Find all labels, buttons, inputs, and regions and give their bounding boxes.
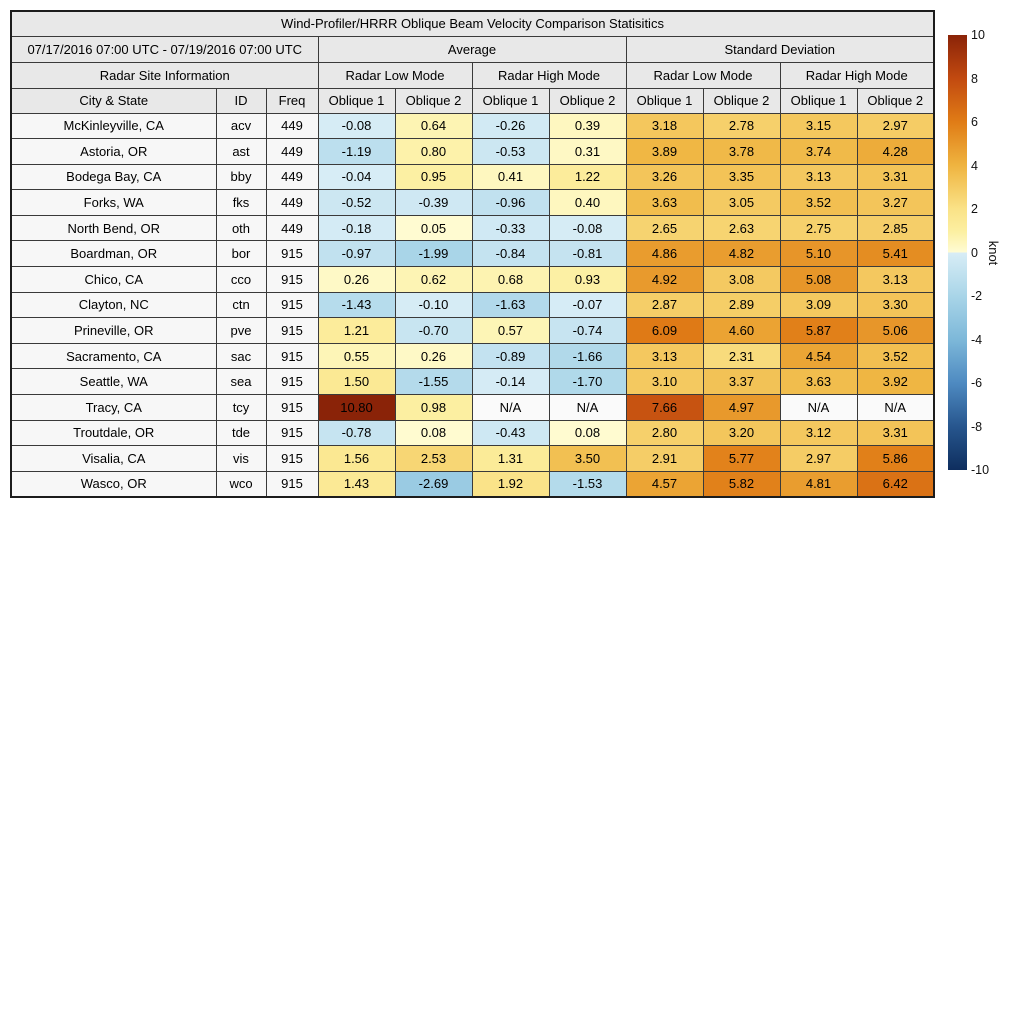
freq-cell: 915: [266, 343, 318, 369]
freq-cell: 915: [266, 446, 318, 472]
value-cell: 2.63: [703, 215, 780, 241]
value-cell: 3.08: [703, 267, 780, 293]
value-cell: 0.98: [395, 395, 472, 421]
freq-cell: 915: [266, 241, 318, 267]
value-cell: -0.26: [472, 113, 549, 139]
value-cell: 3.13: [626, 343, 703, 369]
mode-header-row: [11, 62, 934, 88]
table-row: [11, 343, 934, 369]
col-header-oblique-2: Oblique 2: [549, 88, 626, 113]
value-cell: 2.80: [626, 420, 703, 446]
section-header-average: Average: [318, 36, 626, 62]
value-cell: 2.78: [703, 113, 780, 139]
table-row: [11, 139, 934, 165]
value-cell: 0.08: [549, 420, 626, 446]
table-row: [11, 471, 934, 497]
value-cell: -1.70: [549, 369, 626, 395]
colorbar: [948, 28, 1001, 477]
table-row: [11, 446, 934, 472]
value-cell: -0.04: [318, 164, 395, 190]
value-cell: 0.68: [472, 267, 549, 293]
value-cell: -0.08: [549, 215, 626, 241]
value-cell: 4.97: [703, 395, 780, 421]
freq-cell: 449: [266, 215, 318, 241]
freq-cell: 449: [266, 164, 318, 190]
value-cell: 3.37: [703, 369, 780, 395]
value-cell: 5.10: [780, 241, 857, 267]
value-cell: -0.33: [472, 215, 549, 241]
value-cell: 6.42: [857, 471, 934, 497]
table-row: [11, 267, 934, 293]
value-cell: 2.97: [857, 113, 934, 139]
section-header-standard-deviation: Standard Deviation: [626, 36, 934, 62]
value-cell: 3.18: [626, 113, 703, 139]
value-cell: -1.66: [549, 343, 626, 369]
freq-cell: 449: [266, 139, 318, 165]
colorbar-tick-label: -6: [971, 376, 983, 390]
value-cell: -0.39: [395, 190, 472, 216]
col-header-oblique-2: Oblique 2: [857, 88, 934, 113]
value-cell: 3.05: [703, 190, 780, 216]
value-cell: 0.93: [549, 267, 626, 293]
value-cell: -0.18: [318, 215, 395, 241]
city-cell: Chico, CA: [11, 267, 216, 293]
city-cell: Astoria, OR: [11, 139, 216, 165]
value-cell: 3.78: [703, 139, 780, 165]
value-cell: 0.31: [549, 139, 626, 165]
colorbar-tick-label: 6: [971, 115, 978, 129]
freq-cell: 915: [266, 471, 318, 497]
city-cell: Boardman, OR: [11, 241, 216, 267]
na-cell: N/A: [472, 395, 549, 421]
value-cell: 4.92: [626, 267, 703, 293]
statistics-table: [10, 10, 935, 498]
city-cell: McKinleyville, CA: [11, 113, 216, 139]
value-cell: 2.65: [626, 215, 703, 241]
city-cell: Seattle, WA: [11, 369, 216, 395]
na-cell: N/A: [857, 395, 934, 421]
city-cell: Prineville, OR: [11, 318, 216, 344]
value-cell: 3.52: [780, 190, 857, 216]
freq-cell: 449: [266, 113, 318, 139]
freq-cell: 915: [266, 369, 318, 395]
colorbar-gradient: [948, 35, 967, 470]
id-cell: tcy: [216, 395, 266, 421]
city-cell: Tracy, CA: [11, 395, 216, 421]
value-cell: 3.26: [626, 164, 703, 190]
value-cell: 4.86: [626, 241, 703, 267]
freq-cell: 915: [266, 292, 318, 318]
value-cell: 2.87: [626, 292, 703, 318]
title-row: [11, 11, 934, 36]
table-row: [11, 241, 934, 267]
value-cell: -2.69: [395, 471, 472, 497]
colorbar-tick-label: -4: [971, 332, 983, 347]
group-header-row: [11, 36, 934, 62]
mode-header-std-high: Radar High Mode: [780, 62, 934, 88]
value-cell: -1.43: [318, 292, 395, 318]
city-cell: Sacramento, CA: [11, 343, 216, 369]
col-header-city-state: City & State: [11, 88, 216, 113]
value-cell: 5.06: [857, 318, 934, 344]
value-cell: -0.14: [472, 369, 549, 395]
col-header-oblique-1: Oblique 1: [318, 88, 395, 113]
column-header-row: [11, 88, 934, 113]
value-cell: 2.31: [703, 343, 780, 369]
id-cell: oth: [216, 215, 266, 241]
value-cell: 3.12: [780, 420, 857, 446]
value-cell: 0.41: [472, 164, 549, 190]
id-cell: sea: [216, 369, 266, 395]
col-header-oblique-1: Oblique 1: [472, 88, 549, 113]
city-cell: Troutdale, OR: [11, 420, 216, 446]
value-cell: 3.13: [780, 164, 857, 190]
value-cell: -0.84: [472, 241, 549, 267]
value-cell: 6.09: [626, 318, 703, 344]
value-cell: -0.96: [472, 190, 549, 216]
value-cell: -0.53: [472, 139, 549, 165]
value-cell: 5.82: [703, 471, 780, 497]
id-cell: sac: [216, 343, 266, 369]
table-row: [11, 318, 934, 344]
value-cell: -0.08: [318, 113, 395, 139]
value-cell: 3.10: [626, 369, 703, 395]
value-cell: 5.08: [780, 267, 857, 293]
value-cell: 0.64: [395, 113, 472, 139]
mode-header-avg-low: Radar Low Mode: [318, 62, 472, 88]
id-cell: acv: [216, 113, 266, 139]
value-cell: 2.91: [626, 446, 703, 472]
col-header-oblique-2: Oblique 2: [395, 88, 472, 113]
mode-header-std-low: Radar Low Mode: [626, 62, 780, 88]
value-cell: 0.62: [395, 267, 472, 293]
value-cell: 3.31: [857, 420, 934, 446]
value-cell: 3.31: [857, 164, 934, 190]
id-cell: cco: [216, 267, 266, 293]
value-cell: 1.56: [318, 446, 395, 472]
value-cell: -1.19: [318, 139, 395, 165]
value-cell: -1.99: [395, 241, 472, 267]
id-cell: wco: [216, 471, 266, 497]
value-cell: 1.92: [472, 471, 549, 497]
value-cell: 10.80: [318, 395, 395, 421]
value-cell: 0.39: [549, 113, 626, 139]
value-cell: 0.08: [395, 420, 472, 446]
value-cell: 3.63: [780, 369, 857, 395]
value-cell: 7.66: [626, 395, 703, 421]
value-cell: 5.86: [857, 446, 934, 472]
col-header-id: ID: [216, 88, 266, 113]
freq-cell: 915: [266, 420, 318, 446]
id-cell: pve: [216, 318, 266, 344]
date-range-cell: 07/17/2016 07:00 UTC - 07/19/2016 07:00 UTC: [11, 36, 318, 62]
value-cell: 4.57: [626, 471, 703, 497]
city-cell: North Bend, OR: [11, 215, 216, 241]
colorbar-unit-label: knot: [986, 240, 1001, 265]
colorbar-tick-label: -10: [971, 463, 990, 477]
value-cell: -0.81: [549, 241, 626, 267]
value-cell: -1.55: [395, 369, 472, 395]
value-cell: -0.78: [318, 420, 395, 446]
value-cell: 2.97: [780, 446, 857, 472]
value-cell: 4.82: [703, 241, 780, 267]
value-cell: 1.43: [318, 471, 395, 497]
id-cell: bor: [216, 241, 266, 267]
value-cell: 3.20: [703, 420, 780, 446]
table-row: [11, 369, 934, 395]
table-row: [11, 420, 934, 446]
value-cell: 3.27: [857, 190, 934, 216]
value-cell: 1.22: [549, 164, 626, 190]
table-row: [11, 292, 934, 318]
table-title: Wind-Profiler/HRRR Oblique Beam Velocity Comparison Statisitics: [11, 11, 934, 36]
value-cell: 1.50: [318, 369, 395, 395]
value-cell: 0.80: [395, 139, 472, 165]
mode-header-avg-high: Radar High Mode: [472, 62, 626, 88]
colorbar-tick-label: -8: [971, 419, 983, 434]
value-cell: -1.63: [472, 292, 549, 318]
colorbar-tick-label: -2: [971, 289, 983, 303]
value-cell: 3.09: [780, 292, 857, 318]
colorbar-tick-label: 2: [971, 202, 978, 216]
city-cell: Forks, WA: [11, 190, 216, 216]
value-cell: 0.95: [395, 164, 472, 190]
value-cell: 3.30: [857, 292, 934, 318]
id-cell: fks: [216, 190, 266, 216]
value-cell: 0.26: [318, 267, 395, 293]
value-cell: 0.40: [549, 190, 626, 216]
value-cell: -0.10: [395, 292, 472, 318]
id-cell: ctn: [216, 292, 266, 318]
freq-cell: 915: [266, 395, 318, 421]
freq-cell: 449: [266, 190, 318, 216]
value-cell: 5.41: [857, 241, 934, 267]
value-cell: -0.43: [472, 420, 549, 446]
id-cell: tde: [216, 420, 266, 446]
value-cell: 2.75: [780, 215, 857, 241]
colorbar-tick-label: 10: [971, 28, 985, 42]
table-row: [11, 190, 934, 216]
city-cell: Wasco, OR: [11, 471, 216, 497]
value-cell: 4.54: [780, 343, 857, 369]
value-cell: 3.13: [857, 267, 934, 293]
value-cell: -0.74: [549, 318, 626, 344]
value-cell: 2.53: [395, 446, 472, 472]
value-cell: 1.21: [318, 318, 395, 344]
na-cell: N/A: [780, 395, 857, 421]
value-cell: 4.28: [857, 139, 934, 165]
city-cell: Visalia, CA: [11, 446, 216, 472]
col-header-freq: Freq: [266, 88, 318, 113]
col-header-oblique-1: Oblique 1: [780, 88, 857, 113]
id-cell: ast: [216, 139, 266, 165]
value-cell: 0.26: [395, 343, 472, 369]
table-row: [11, 395, 934, 421]
na-cell: N/A: [549, 395, 626, 421]
value-cell: 0.55: [318, 343, 395, 369]
value-cell: 5.87: [780, 318, 857, 344]
colorbar-tick-label: 0: [971, 245, 978, 260]
table-row: [11, 113, 934, 139]
value-cell: 3.35: [703, 164, 780, 190]
value-cell: 5.77: [703, 446, 780, 472]
site-info-header: Radar Site Information: [11, 62, 318, 88]
value-cell: -0.89: [472, 343, 549, 369]
city-cell: Bodega Bay, CA: [11, 164, 216, 190]
id-cell: bby: [216, 164, 266, 190]
col-header-oblique-2: Oblique 2: [703, 88, 780, 113]
col-header-oblique-1: Oblique 1: [626, 88, 703, 113]
colorbar-tick-label: 8: [971, 71, 978, 86]
value-cell: 3.50: [549, 446, 626, 472]
value-cell: 3.15: [780, 113, 857, 139]
value-cell: -0.52: [318, 190, 395, 216]
freq-cell: 915: [266, 318, 318, 344]
value-cell: -0.70: [395, 318, 472, 344]
value-cell: 3.89: [626, 139, 703, 165]
value-cell: 3.63: [626, 190, 703, 216]
value-cell: 3.52: [857, 343, 934, 369]
value-cell: 2.89: [703, 292, 780, 318]
value-cell: -0.97: [318, 241, 395, 267]
freq-cell: 915: [266, 267, 318, 293]
value-cell: 0.57: [472, 318, 549, 344]
id-cell: vis: [216, 446, 266, 472]
value-cell: 2.85: [857, 215, 934, 241]
value-cell: 1.31: [472, 446, 549, 472]
table-body: [11, 113, 934, 497]
table-row: [11, 215, 934, 241]
value-cell: -0.07: [549, 292, 626, 318]
city-cell: Clayton, NC: [11, 292, 216, 318]
value-cell: 4.81: [780, 471, 857, 497]
value-cell: 4.60: [703, 318, 780, 344]
value-cell: -1.53: [549, 471, 626, 497]
value-cell: 3.74: [780, 139, 857, 165]
value-cell: 3.92: [857, 369, 934, 395]
table-row: [11, 164, 934, 190]
colorbar-tick-label: 4: [971, 158, 978, 173]
value-cell: 0.05: [395, 215, 472, 241]
